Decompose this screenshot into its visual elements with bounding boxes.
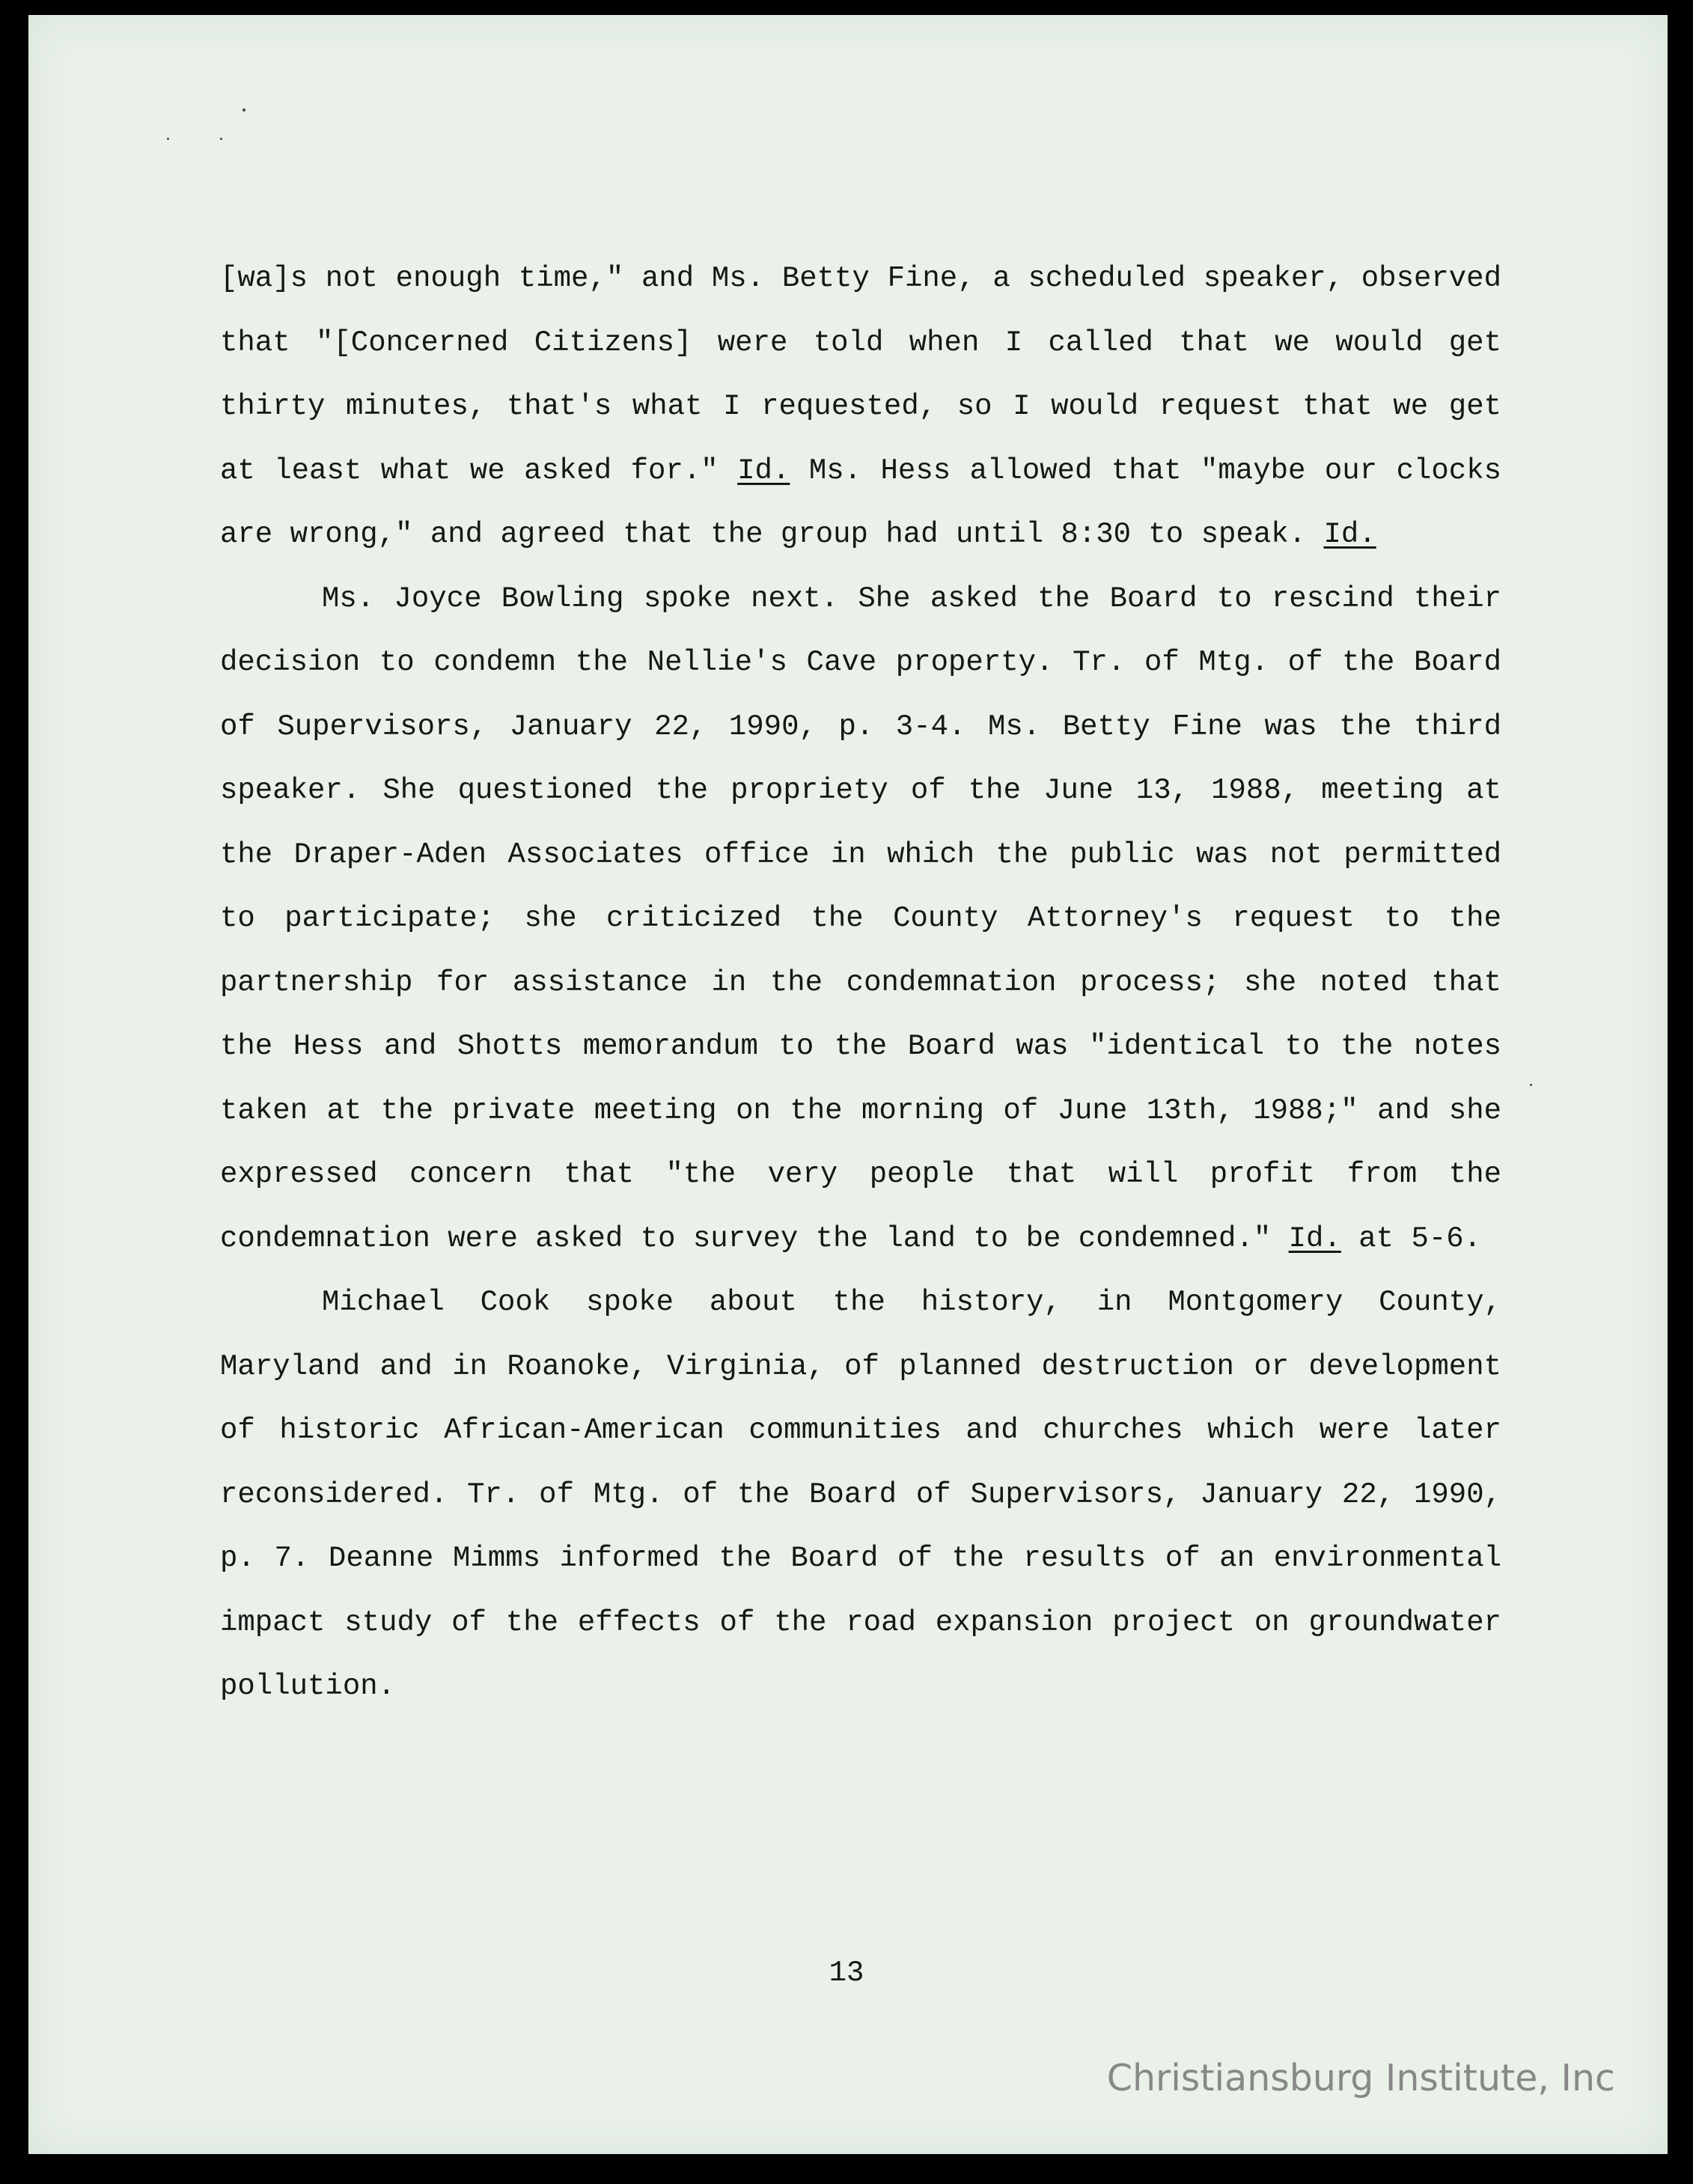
citation-id: Id. <box>1323 518 1376 551</box>
document-body <box>220 247 1501 1719</box>
paper-speck <box>242 109 245 112</box>
page-number: 13 <box>829 1956 864 1989</box>
paragraph-text: Michael Cook spoke about the history, in Montgomery County, Maryland and in Roanoke, Virginia, of planned destruction or development of historic African-American communities and churches which were later reconsidered. Tr. of Mtg. of the Board of Supervisors, January 22, 1990, p. 7. Deanne Mimms informed the Board of the results of an environmental impact study of the effects of the road expansion project on groundwater pollution. <box>220 1286 1501 1703</box>
paragraph <box>220 247 1501 567</box>
paper-speck <box>167 138 169 140</box>
paragraph <box>220 1271 1501 1719</box>
paragraph-text: Ms. Hess allowed that "maybe our clocks are wrong," and agreed that the group had until 8:30 to speak. <box>220 454 1501 551</box>
paragraph-text: at 5-6. <box>1340 1221 1482 1255</box>
paper-speck <box>1530 1084 1532 1086</box>
paragraph-text: [wa]s not enough time," and Ms. Betty Fine, a scheduled speaker, observed that "[Concerned Citizens] were told when I called that we would get thirty minutes, that's what I requested, so I would request that we get at least what we asked for." <box>220 262 1501 487</box>
paragraph-text: Ms. Joyce Bowling spoke next. She asked the Board to rescind their decision to condemn the Nellie's Cave property. Tr. of Mtg. of the Board of Supervisors, January 22, 1990, p. 3-4. Ms. Betty Fine was the third speaker. She questioned the propriety of the June 13, 1988, meeting at the Draper-Aden Associates office in which the public was not permitted to participate; she criticized the County Attorney's request to the partnership for assistance in the condemnation process; she noted that the Hess and Shotts memorandum to the Board was "identical to the notes taken at the private meeting on the morning of June 13th, 1988;" and she expressed concern that "the very people that will profit from the condemnation were asked to survey the land to be condemned." <box>220 582 1501 1255</box>
watermark-text: Christiansburg Institute, Inc <box>1106 2057 1615 2099</box>
citation-id: Id. <box>1288 1221 1341 1255</box>
paper-speck <box>220 138 222 140</box>
citation-id: Id. <box>737 454 790 487</box>
paragraph <box>220 567 1501 1272</box>
